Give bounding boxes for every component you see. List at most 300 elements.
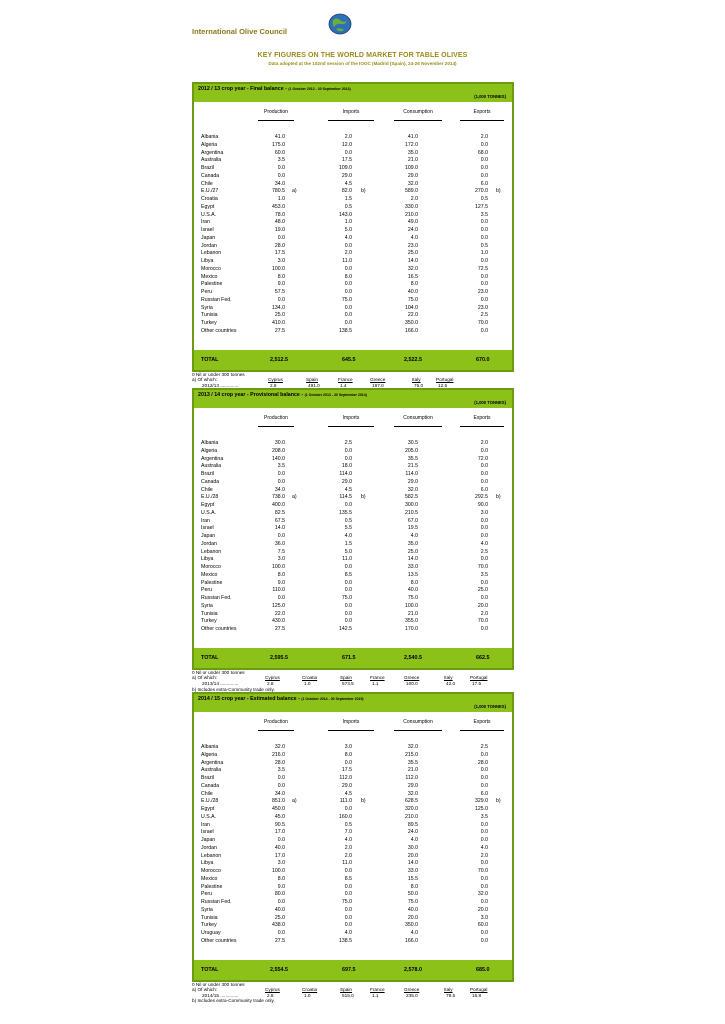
consumption-value: 2.0: [410, 196, 418, 202]
note-country-name: Portugal: [470, 675, 488, 681]
consumption-value: 300.0: [405, 502, 418, 508]
consumption-value: 40.0: [407, 587, 418, 594]
consumption-value: 215.0: [405, 751, 418, 758]
table-row: [194, 564, 512, 572]
consumption-value: 40.0: [407, 289, 418, 295]
production-value: 27.5: [274, 626, 285, 632]
production-value: 48.0: [274, 219, 285, 226]
country-name: Syria: [201, 602, 213, 609]
imports-value: 0.0: [344, 602, 352, 609]
table-row: [194, 494, 512, 502]
table-row: [194, 219, 512, 227]
table-row: [194, 860, 512, 868]
column-underline: [258, 426, 294, 427]
imports-value: 112.0: [339, 775, 352, 781]
country-name: U.S.A.: [201, 813, 216, 820]
column-header: Exports: [473, 719, 491, 725]
consumption-value: 75.0: [407, 595, 418, 601]
production-value: 0.0: [277, 782, 285, 789]
imports-value: 143.0: [339, 211, 352, 218]
table-row: [194, 595, 512, 603]
production-value: 100.0: [272, 564, 285, 570]
country-name: E.U./28: [201, 494, 219, 501]
exports-value: 72.5: [477, 265, 488, 272]
total-exports: 670.0: [476, 356, 490, 363]
table-row: [194, 837, 512, 845]
country-name: Argentina: [201, 455, 224, 462]
production-value: 0.0: [277, 234, 285, 241]
production-value: 0.0: [277, 899, 285, 905]
exports-value: 0.0: [480, 525, 488, 532]
note-country-value: 100.0: [406, 680, 418, 686]
production-value: 134.0: [272, 304, 285, 311]
production-value: 34.0: [274, 486, 285, 493]
imports-value: 29.0: [341, 172, 352, 179]
note-country-name: Portugal: [436, 377, 454, 383]
exports-value: 2.5: [480, 312, 488, 319]
imports-value: 8.0: [344, 751, 352, 758]
country-name: Lebanon: [201, 250, 222, 257]
note-of-which: a) Of which:: [192, 675, 218, 681]
production-value: 0.0: [277, 837, 285, 843]
imports-value: 0.0: [344, 320, 352, 326]
note-country-name: Cyprus: [265, 987, 280, 993]
exports-value: 0.0: [480, 899, 488, 905]
table-row: [194, 258, 512, 266]
imports-value: 1.0: [344, 219, 352, 226]
production-value: 8.0: [277, 571, 285, 578]
exports-value: 23.0: [477, 304, 488, 311]
production-value: 9.0: [277, 883, 285, 890]
table-row: [194, 157, 512, 165]
country-name: Lebanon: [201, 852, 222, 859]
total-production: 2,554.5: [270, 966, 288, 973]
column-header: Imports: [342, 109, 360, 115]
exports-value: 0.0: [480, 281, 488, 288]
imports-value: 138.5: [339, 327, 352, 334]
country-name: Brazil: [201, 471, 214, 477]
production-value: 438.0: [272, 922, 285, 929]
note-country-value: 515.0: [342, 992, 354, 998]
table-row: [194, 806, 512, 814]
country-name: Japan: [201, 533, 216, 539]
consumption-value: 20.0: [407, 852, 418, 859]
country-name: Chile: [201, 180, 213, 187]
imports-value: 0.0: [344, 455, 352, 462]
note-b-text: b) Includes extra-Community trade only.: [192, 686, 275, 692]
production-value: 0.0: [277, 595, 285, 601]
imports-value: 0.0: [344, 579, 352, 586]
total-consumption: 2,522.5: [404, 356, 422, 363]
country-name: Morocco: [201, 564, 221, 570]
exports-value: 0.0: [480, 517, 488, 524]
document-title: KEY FIGURES ON THE WORLD MARKET FOR TABLE OLIVES: [257, 52, 468, 59]
table-body: [194, 744, 512, 960]
exports-value: 0.0: [480, 775, 488, 781]
table-title: 2013 / 14 crop year - Provisional balance -: [198, 392, 305, 398]
exports-value: 0.5: [480, 196, 488, 202]
country-name: Turkey: [201, 922, 217, 929]
table-row: [194, 305, 512, 313]
production-value: 110.0: [272, 587, 285, 594]
country-name: Egypt: [201, 806, 215, 812]
country-name: Tunisia: [201, 914, 218, 921]
country-name: Israel: [201, 829, 214, 836]
column-underline: [460, 426, 504, 427]
total-production: 2,595.5: [270, 654, 288, 661]
column-header: Exports: [473, 415, 491, 421]
exports-value: 72.0: [477, 455, 488, 462]
exports-value: 60.0: [477, 922, 488, 929]
table-row: [194, 783, 512, 791]
country-name: Israel: [201, 227, 214, 233]
exports-value: 0.0: [480, 767, 488, 774]
imports-value: 0.0: [344, 883, 352, 890]
production-value: 0.0: [277, 471, 285, 477]
production-value: 14.0: [274, 525, 285, 532]
production-value: 8.0: [277, 875, 285, 882]
country-name: Egypt: [201, 203, 215, 210]
note-country-name: France: [370, 675, 385, 681]
table-title: 2012 / 13 crop year - Final balance -: [198, 86, 289, 92]
note-country-name: Cyprus: [265, 675, 280, 681]
production-value: 780.5: [272, 188, 285, 195]
table-row: [194, 798, 512, 806]
country-name: Tunisia: [201, 610, 218, 617]
note-b-text: b) Includes extra-Community trade only.: [192, 998, 275, 1004]
production-value: 32.0: [274, 744, 285, 750]
consumption-value: 21.0: [407, 610, 418, 617]
table-units: (1,000 TONNES): [474, 94, 506, 99]
note-country-value: 1.1: [372, 680, 379, 686]
production-value: 0.0: [277, 930, 285, 936]
production-value: 3.0: [277, 258, 285, 264]
column-underline: [394, 730, 442, 731]
table-row: [194, 456, 512, 464]
consumption-value: 114.0: [405, 471, 418, 477]
imports-value: 0.5: [344, 517, 352, 524]
table-row: [194, 775, 512, 783]
note-country-value: 76.0: [414, 382, 424, 388]
consumption-value: 320.0: [405, 806, 418, 812]
production-value: 41.0: [274, 134, 285, 140]
exports-value: 0.0: [480, 234, 488, 241]
imports-value: 0.0: [344, 587, 352, 594]
note-year: 2012/13 ..............: [202, 382, 239, 388]
column-header: Production: [264, 415, 288, 421]
exports-value: 0.0: [480, 327, 488, 334]
country-name: Uruguay: [201, 930, 221, 936]
exports-value: 20.0: [477, 906, 488, 913]
production-value: 25.0: [274, 914, 285, 921]
consumption-value: 330.0: [405, 203, 418, 210]
column-header: Production: [264, 719, 288, 725]
production-value: 30.0: [274, 440, 285, 446]
total-imports: 697.5: [342, 966, 356, 973]
table-row: [194, 744, 512, 752]
production-value: 400.0: [272, 502, 285, 508]
consumption-value: 35.5: [407, 455, 418, 462]
country-name: Algeria: [201, 751, 218, 758]
consumption-value: 35.5: [407, 759, 418, 766]
table-row: [194, 204, 512, 212]
consumption-value: 89.5: [407, 821, 418, 828]
production-note: a): [292, 188, 297, 195]
production-value: 450.0: [272, 806, 285, 812]
note-country-name: Portugal: [470, 987, 488, 993]
production-value: 453.0: [272, 203, 285, 210]
imports-value: 0.0: [344, 304, 352, 311]
consumption-value: 30.5: [407, 440, 418, 446]
country-name: Egypt: [201, 502, 215, 508]
table-row: [194, 196, 512, 204]
country-name: Jordan: [201, 242, 217, 249]
total-label: TOTAL: [201, 654, 219, 661]
table-body: [194, 134, 512, 350]
country-name: Tunisia: [201, 312, 218, 319]
exports-value: 25.0: [477, 587, 488, 594]
production-value: 60.0: [274, 149, 285, 156]
table-row: [194, 328, 512, 336]
imports-value: 4.0: [344, 234, 352, 241]
imports-value: 8.5: [344, 875, 352, 882]
column-headers: [194, 102, 512, 134]
production-value: 27.5: [274, 937, 285, 944]
consumption-value: 30.0: [407, 844, 418, 851]
table-row: [194, 853, 512, 861]
production-value: 0.0: [277, 165, 285, 171]
imports-value: 0.5: [344, 203, 352, 210]
table-frame: [192, 388, 514, 670]
consumption-value: 21.0: [407, 157, 418, 164]
production-value: 34.0: [274, 180, 285, 187]
table-notes: [192, 670, 514, 692]
table-row: [194, 760, 512, 768]
production-value: 90.5: [274, 821, 285, 828]
imports-value: 0.0: [344, 149, 352, 156]
table-row: [194, 829, 512, 837]
imports-value: 111.0: [339, 798, 352, 805]
imports-value: 75.0: [341, 296, 352, 303]
note-country-value: 197.0: [372, 382, 384, 388]
exports-value: 90.0: [477, 502, 488, 508]
consumption-value: 170.0: [405, 626, 418, 632]
table-row: [194, 618, 512, 626]
table-row: [194, 626, 512, 634]
column-header: Consumption: [403, 109, 433, 115]
imports-value: 0.0: [344, 289, 352, 295]
production-note: a): [292, 798, 297, 805]
table-row: [194, 752, 512, 760]
consumption-value: 22.0: [407, 312, 418, 319]
exports-value: 0.0: [480, 258, 488, 264]
consumption-value: 25.0: [407, 548, 418, 555]
column-underline: [328, 426, 374, 427]
note-of-which: a) Of which:: [192, 377, 218, 383]
table-title: 2014 / 15 crop year - Estimated balance -: [198, 696, 302, 702]
table-row: [194, 930, 512, 938]
exports-value: 0.0: [480, 626, 488, 632]
exports-value: 1.0: [480, 250, 488, 257]
table-row: [194, 767, 512, 775]
note-country-value: 2.8: [267, 680, 274, 686]
imports-value: 114.5: [339, 494, 352, 501]
exports-value: 292.5: [475, 494, 488, 501]
production-value: 3.0: [277, 556, 285, 563]
consumption-value: 589.0: [405, 188, 418, 195]
exports-value: 0.0: [480, 829, 488, 836]
country-name: E.U./28: [201, 798, 219, 805]
column-headers: [194, 712, 512, 744]
crop-year-table: [192, 692, 514, 1004]
note-country-name: Italy: [444, 675, 453, 681]
imports-value: 2.0: [344, 844, 352, 851]
note-nil-text: 0 Nil or under 300 tonnes: [192, 371, 245, 377]
country-name: U.S.A.: [201, 211, 216, 218]
consumption-value: 112.0: [405, 775, 418, 781]
table-row: [194, 814, 512, 822]
imports-value: 0.0: [344, 891, 352, 898]
note-country-name: Spain: [340, 675, 352, 681]
country-name: Israel: [201, 525, 214, 532]
consumption-value: 49.0: [407, 219, 418, 226]
table-row: [194, 463, 512, 471]
column-header: Imports: [342, 719, 360, 725]
table-row: [194, 297, 512, 305]
imports-value: 0.0: [344, 922, 352, 929]
note-year: 2014/15 ..............: [202, 992, 239, 998]
consumption-value: 100.0: [405, 602, 418, 609]
production-value: 27.5: [274, 327, 285, 334]
country-name: Other countries: [201, 626, 237, 632]
country-name: Japan: [201, 234, 216, 241]
exports-value: 0.0: [480, 172, 488, 179]
table-row: [194, 165, 512, 173]
table-row: [194, 922, 512, 930]
country-name: Argentina: [201, 759, 224, 766]
imports-note: b): [361, 798, 366, 805]
country-name: U.S.A.: [201, 509, 216, 516]
consumption-value: 29.0: [407, 478, 418, 485]
table-row: [194, 243, 512, 251]
table-header: [194, 390, 512, 408]
production-value: 57.5: [274, 289, 285, 295]
column-underline: [394, 120, 442, 121]
globe-logo-icon: [328, 13, 352, 35]
column-header: Imports: [342, 415, 360, 421]
exports-value: 0.0: [480, 556, 488, 563]
note-country-value: 1.1: [372, 992, 379, 998]
exports-value: 0.0: [480, 875, 488, 882]
production-note: a): [292, 494, 297, 501]
imports-value: 2.0: [344, 134, 352, 140]
imports-value: 82.0: [341, 188, 352, 195]
consumption-value: 20.0: [407, 914, 418, 921]
country-name: Mexico: [201, 875, 218, 882]
table-row: [194, 884, 512, 892]
consumption-value: 32.0: [407, 744, 418, 750]
country-name: Iran: [201, 219, 210, 226]
table-row: [194, 188, 512, 196]
table-period: (1 October 2012 - 30 September 2013): [288, 87, 351, 91]
exports-value: 3.5: [480, 211, 488, 218]
country-name: Algeria: [201, 447, 218, 454]
note-country-name: Greece: [404, 987, 420, 993]
column-underline: [258, 730, 294, 731]
production-value: 410.0: [272, 320, 285, 326]
production-value: 1.0: [277, 196, 285, 202]
imports-value: 0.0: [344, 759, 352, 766]
exports-value: 3.0: [480, 509, 488, 516]
note-of-which: a) Of which:: [192, 987, 218, 993]
table-units: (1,000 TONNES): [474, 400, 506, 405]
consumption-value: 15.5: [407, 875, 418, 882]
exports-value: 68.0: [477, 149, 488, 156]
consumption-value: 33.0: [407, 564, 418, 570]
production-value: 7.5: [277, 548, 285, 555]
table-row: [194, 510, 512, 518]
table-row: [194, 907, 512, 915]
exports-value: 329.0: [475, 798, 488, 805]
table-row: [194, 312, 512, 320]
imports-value: 160.0: [339, 813, 352, 820]
consumption-value: 109.0: [405, 165, 418, 171]
table-period: (1 October 2014 - 30 September 2015): [301, 697, 364, 701]
exports-value: 0.0: [480, 157, 488, 164]
imports-value: 0.0: [344, 868, 352, 874]
consumption-value: 50.0: [407, 891, 418, 898]
country-name: Russian Fed.: [201, 899, 232, 905]
note-country-value: 1.4: [340, 382, 347, 388]
table-period: (1 October 2013 - 30 September 2014): [304, 393, 367, 397]
note-country-name: Croatia: [302, 675, 318, 681]
note-country-value: 1.0: [304, 680, 311, 686]
imports-value: 75.0: [341, 899, 352, 905]
production-value: 67.5: [274, 517, 285, 524]
table-row: [194, 289, 512, 297]
exports-value: 70.0: [477, 868, 488, 874]
imports-value: 0.0: [344, 447, 352, 454]
production-value: 208.0: [272, 447, 285, 454]
country-name: Iran: [201, 821, 210, 828]
consumption-value: 14.0: [407, 258, 418, 264]
table-row: [194, 502, 512, 510]
imports-value: 4.0: [344, 837, 352, 843]
country-name: Turkey: [201, 618, 217, 625]
exports-value: 0.0: [480, 165, 488, 171]
note-country-value: 16.8: [472, 992, 482, 998]
consumption-value: 67.0: [407, 517, 418, 524]
country-name: Argentina: [201, 149, 224, 156]
column-underline: [394, 426, 442, 427]
imports-value: 4.5: [344, 486, 352, 493]
country-name: Albania: [201, 134, 219, 140]
total-label: TOTAL: [201, 966, 219, 973]
country-name: Mexico: [201, 571, 218, 578]
table-row: [194, 549, 512, 557]
exports-value: 2.0: [480, 852, 488, 859]
consumption-value: 25.0: [407, 250, 418, 257]
table-row: [194, 915, 512, 923]
country-name: Chile: [201, 790, 213, 797]
exports-value: 2.5: [480, 744, 488, 750]
consumption-value: 4.0: [410, 533, 418, 539]
production-value: 17.0: [274, 829, 285, 836]
production-value: 3.5: [277, 157, 285, 164]
imports-value: 0.0: [344, 610, 352, 617]
imports-value: 1.5: [344, 196, 352, 202]
note-country-value: 1.0: [304, 992, 311, 998]
